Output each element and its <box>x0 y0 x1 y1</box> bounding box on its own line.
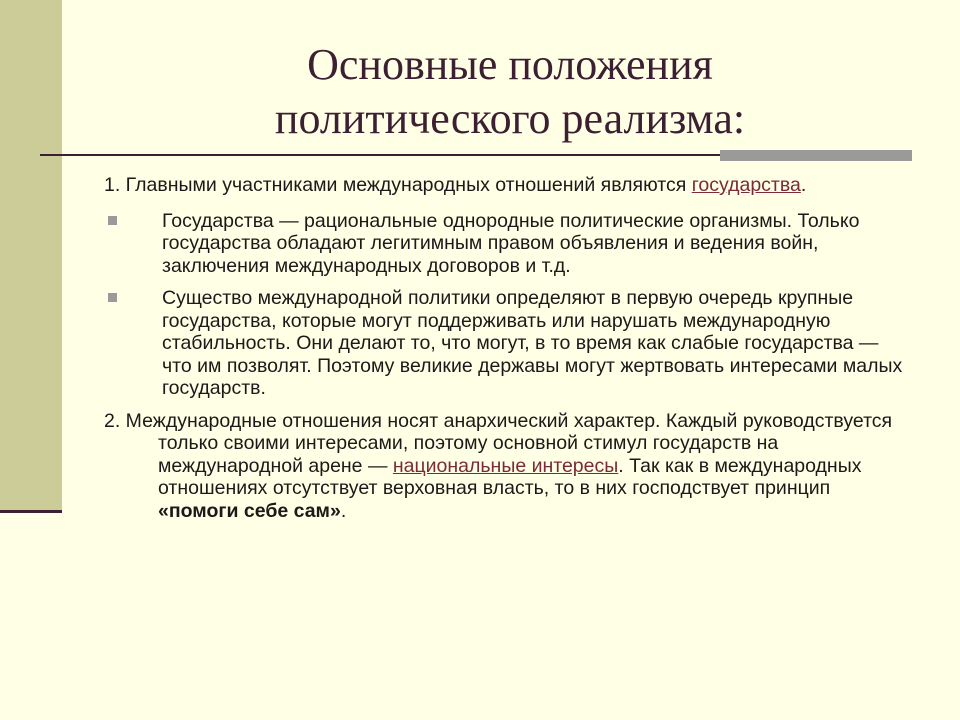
bullet-square-icon <box>108 216 117 225</box>
bullet-item-2 <box>104 287 904 400</box>
bullet-item-1 <box>104 210 904 278</box>
numbered-point-1 <box>104 174 904 197</box>
slide-body <box>104 174 904 522</box>
slide-title-line-1: Основные положения <box>307 40 713 89</box>
bullet-square-icon <box>108 293 117 302</box>
slide-title <box>110 38 910 146</box>
sidebar-divider <box>0 510 62 513</box>
principle-self-help: «помоги себе сам» <box>158 499 341 522</box>
link-national-interests[interactable]: национальные интересы <box>392 454 619 477</box>
point-1-text: 1. Главными участниками международных отношений являются <box>104 174 692 196</box>
point-2-text: 2. Международные отношения носят анархический характер. Каждый руководствуется только своими интересами, поэтому основной стимул государств на международной арене — <box>104 409 893 477</box>
slide-title-line-2: политического реализма: <box>274 94 746 143</box>
bullet-1-text: Государства — рациональные однородные политические организмы. Только государства обладают легитимным правом объявления и ведения войн, заключения международных договоров и т.д. <box>162 209 860 277</box>
point-2-end: . <box>340 499 347 522</box>
sidebar-decoration <box>0 0 62 510</box>
numbered-point-2 <box>104 410 904 523</box>
link-states[interactable]: государства <box>691 174 801 196</box>
point-1-end: . <box>800 174 807 196</box>
bullet-2-text: Существо международной политики определяют в первую очередь крупные государства, которые могут поддерживать или нарушать международную стабильность. Они делают то, что могут, в то время как слабые государства — что им позволят. Поэтому великие державы могут жертвовать интересами малых государств. <box>162 287 903 399</box>
point-2-middle: . Так как в международных отношениях отсутствует верховная власть, то в них господствует принцип <box>158 454 862 499</box>
title-accent-band <box>720 150 912 161</box>
